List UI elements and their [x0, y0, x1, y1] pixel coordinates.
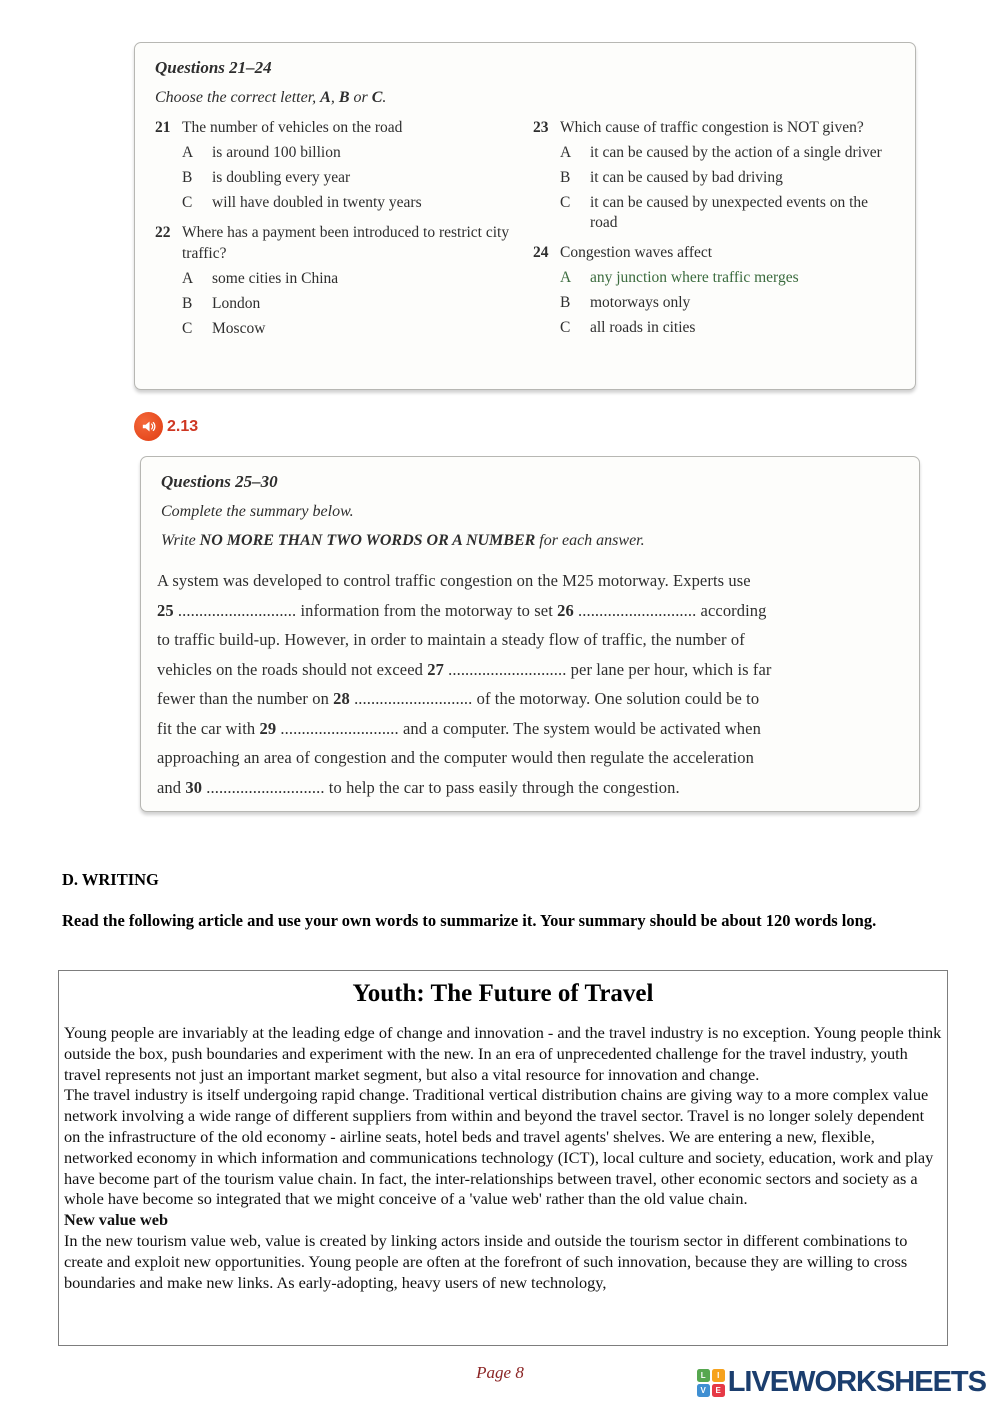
questions-25-30-sub2: Write NO MORE THAN TWO WORDS OR A NUMBER for each answer. — [161, 532, 645, 549]
mcq-option-letter: B — [182, 169, 193, 186]
mcq-option[interactable] — [560, 143, 897, 163]
article-box — [58, 970, 948, 1346]
summary-line: and 30 ............................ to help the car to pass easily through the congestion. — [157, 777, 680, 797]
mcq-question-text: The number of vehicles on the road — [182, 119, 403, 136]
questions-25-30-sub1: Complete the summary below. — [161, 503, 354, 520]
summary-line: approaching an area of congestion and the computer would then regulate the acceleration — [157, 748, 754, 767]
mcq-question-text: Which cause of traffic congestion is NOT given? — [560, 119, 864, 136]
logo-square-v: V — [697, 1384, 710, 1397]
mcq-question-head — [155, 222, 533, 264]
mcq-option-text: it can be caused by the action of a single driver — [590, 144, 882, 161]
mcq-option-letter: A — [182, 270, 194, 287]
article-paragraph: Young people are invariably at the leading edge of change and innovation - and the travel industry is no exception. Young people think outside the box, push boundaries and experiment with the new. In an era of unprecedented challenge for the travel industry, youth travel represents not just an important market segment, but also a vital resource for innovation and change. — [64, 1023, 942, 1084]
mcq-option[interactable] — [182, 143, 533, 163]
liveworksheets-logo-icon — [697, 1369, 725, 1397]
summary-text — [157, 566, 919, 802]
mcq-option-text: some cities in China — [212, 270, 339, 287]
article-paragraph: The travel industry is itself undergoing rapid change. Traditional vertical distribution chains are giving way to a more complex value network involving a wide range of different suppliers from within and beyond the travel sector. Travel is no longer solely dependent on the infrastructure of the old economy - airline seats, hotel beds and travel agents' shelves. We are entering a new, flexible, networked economy in which information and communications technology (ICT), local culture and society, education, work and play have become part of the tourism value chain. In fact, the inter-relationships between travel, other economic sectors and society as a whole have become so integrated that we might conceive of a 'value web' rather than the old value chain. — [64, 1085, 934, 1209]
summary-line: 25 ............................ information from the motorway to set 26 ............................ according — [157, 600, 767, 620]
article-subheading: New value web — [64, 1210, 169, 1230]
mcq-question — [533, 242, 897, 338]
mcq-column-left — [155, 117, 533, 348]
mcq-option-letter: C — [182, 320, 193, 337]
speaker-icon[interactable] — [134, 412, 163, 441]
questions-25-30-box — [140, 456, 920, 812]
mcq-option[interactable] — [560, 318, 897, 338]
summary-line: vehicles on the roads should not exceed 27 ............................ per lane per hour, which is far — [157, 659, 772, 679]
mcq-option[interactable] — [182, 269, 533, 289]
logo-square-e: E — [712, 1384, 725, 1397]
logo-square-i: I — [712, 1369, 725, 1382]
summary-line: fewer than the number on 28 ............................ of the motorway. One solution could be to — [157, 689, 760, 708]
questions-21-24-instruction: Choose the correct letter, A, B or C. — [155, 89, 387, 106]
mcq-option-letter: C — [182, 194, 193, 211]
mcq-option[interactable] — [182, 193, 533, 213]
summary-line: fit the car with 29 ............................ and a computer. The system would be activated when — [157, 718, 761, 738]
page-number: Page 8 — [476, 1363, 524, 1382]
mcq-option-text: it can be caused by bad driving — [590, 169, 783, 186]
mcq-option-letter: A — [182, 144, 194, 161]
writing-instruction: Read the following article and use your own words to summarize it. Your summary should be about 120 words long. — [62, 911, 877, 930]
mcq-option-text: all roads in cities — [590, 319, 696, 336]
mcq-option[interactable] — [560, 193, 897, 233]
questions-25-30-title: Questions 25–30 — [161, 472, 278, 491]
mcq-option-text: motorways only — [590, 294, 691, 311]
mcq-option-letter: A — [560, 269, 572, 286]
mcq-option[interactable] — [182, 319, 533, 339]
mcq-question-head — [533, 242, 897, 263]
mcq-option-text: is around 100 billion — [212, 144, 341, 161]
mcq-option[interactable] — [560, 168, 897, 188]
mcq-question-number: 22 — [155, 224, 171, 241]
article-title: Youth: The Future of Travel — [352, 980, 654, 1007]
questions-21-24-title: Questions 21–24 — [155, 58, 272, 77]
mcq-option[interactable] — [560, 268, 897, 288]
mcq-option-letter: B — [560, 169, 571, 186]
mcq-columns — [155, 117, 915, 348]
mcq-option[interactable] — [182, 294, 533, 314]
questions-21-24-box — [134, 42, 916, 390]
liveworksheets-wordmark: LIVEWORKSHEETS — [727, 1366, 986, 1398]
mcq-question-number: 21 — [155, 119, 171, 136]
mcq-question — [155, 222, 533, 339]
article-paragraph: In the new tourism value web, value is created by linking actors inside and outside the tourism sector in different combinations to create and exploit new opportunities. Young people are often at the forefront of such innovation, because they are willing to cross boundaries and make new links. As early-adopting, heavy users of new technology, — [64, 1230, 908, 1292]
mcq-option[interactable] — [560, 293, 897, 313]
mcq-question-head — [155, 117, 533, 138]
mcq-option-text: will have doubled in twenty years — [212, 194, 422, 211]
summary-line: to traffic build-up. However, in order to maintain a steady flow of traffic, the number of — [157, 630, 745, 649]
summary-line: A system was developed to control traffic congestion on the M25 motorway. Experts use — [157, 571, 751, 590]
mcq-question — [155, 117, 533, 213]
mcq-option[interactable] — [182, 168, 533, 188]
mcq-option-text: is doubling every year — [212, 169, 351, 186]
mcq-option-text: any junction where traffic merges — [590, 269, 799, 286]
mcq-option-letter: C — [560, 319, 571, 336]
mcq-option-letter: B — [182, 295, 193, 312]
mcq-question-number: 24 — [533, 244, 549, 261]
mcq-question-head — [533, 117, 897, 138]
liveworksheets-logo — [697, 1368, 986, 1397]
mcq-option-text: it can be caused by unexpected events on the road — [590, 194, 869, 231]
article-body — [59, 1023, 947, 1293]
mcq-option-text: Moscow — [212, 320, 266, 337]
audio-track-number: 2.13 — [167, 417, 199, 435]
mcq-question-number: 23 — [533, 119, 549, 136]
mcq-column-right — [533, 117, 897, 348]
mcq-option-letter: B — [560, 294, 571, 311]
audio-track-button[interactable] — [134, 412, 198, 441]
mcq-option-letter: C — [560, 194, 571, 211]
logo-square-l: L — [697, 1369, 710, 1382]
mcq-question — [533, 117, 897, 233]
writing-section-heading: D. WRITING — [62, 870, 159, 889]
mcq-question-text: Where has a payment been introduced to restrict city traffic? — [182, 224, 510, 262]
mcq-option-letter: A — [560, 144, 572, 161]
mcq-question-text: Congestion waves affect — [560, 244, 713, 261]
mcq-option-text: London — [212, 295, 261, 312]
